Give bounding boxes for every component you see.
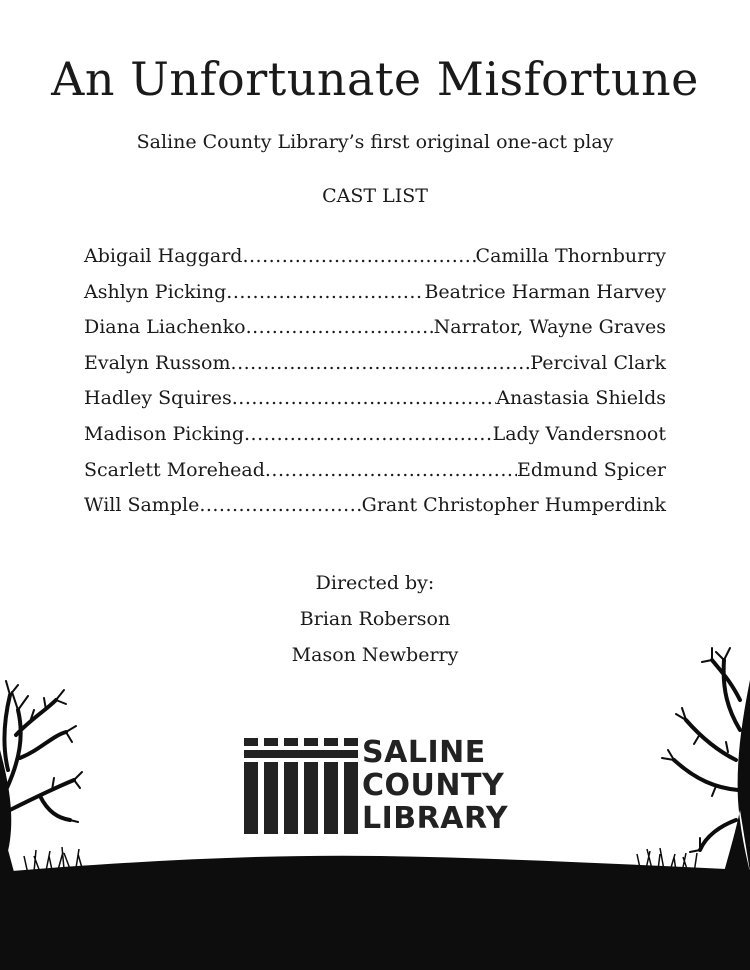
- tree-left-branches: [4, 695, 74, 820]
- cast-actor: Diana Liachenko: [84, 316, 246, 339]
- cast-role: Percival Clark: [530, 351, 666, 374]
- ground-hill: [0, 856, 750, 970]
- cast-actor: Abigail Haggard: [84, 245, 243, 267]
- cast-role: Camilla Thornburry: [475, 245, 666, 267]
- cast-actor: Madison Picking: [84, 422, 244, 445]
- cast-list-heading: CAST LIST: [322, 185, 428, 207]
- cast-row: [84, 494, 666, 530]
- dot-leader: [199, 494, 361, 516]
- cast-row: [84, 316, 666, 352]
- cast-actor: Will Sample: [84, 494, 200, 517]
- cast-row: [84, 281, 666, 317]
- director-name: Mason Newberry: [291, 644, 459, 666]
- cast-role: Edmund Spicer: [517, 458, 666, 481]
- director-name: Brian Roberson: [299, 608, 451, 630]
- dot-leader: [265, 459, 517, 481]
- cast-actor: Ashlyn Picking: [84, 280, 227, 303]
- cast-actor: Evalyn Russom: [84, 351, 231, 374]
- cast-actor: Scarlett Morehead: [84, 458, 265, 481]
- dot-leader: [246, 316, 434, 338]
- cast-row: [84, 387, 666, 423]
- cast-row: [84, 352, 666, 388]
- library-logo-wordmark: [362, 736, 508, 835]
- dot-leader: [226, 281, 424, 303]
- directed-by-label: Directed by:: [315, 572, 435, 594]
- cast-row: [84, 245, 666, 281]
- logo-line-library: LIBRARY: [362, 801, 509, 836]
- cast-role: Grant Christopher Humperdink: [361, 494, 666, 517]
- cast-role: Narrator, Wayne Graves: [433, 316, 666, 339]
- cast-actor: Hadley Squires: [84, 387, 232, 410]
- cast-role: Anastasia Shields: [496, 387, 666, 410]
- dot-leader: [231, 352, 531, 374]
- dot-leader: [242, 245, 475, 267]
- dot-leader: [232, 387, 497, 409]
- dot-leader: [244, 423, 493, 445]
- logo-line-county: COUNTY: [362, 768, 505, 803]
- cast-list: [84, 245, 666, 530]
- cast-row: [84, 423, 666, 459]
- cast-role: Lady Vandersnoot: [492, 422, 666, 445]
- poster-title: An Unfortunate Misfortune: [51, 52, 699, 106]
- logo-line-saline: SALINE: [362, 735, 486, 770]
- cast-role: Beatrice Harman Harvey: [424, 280, 666, 303]
- cast-row: [84, 459, 666, 495]
- poster-subtitle: Saline County Library’s first original one-act play: [136, 131, 614, 153]
